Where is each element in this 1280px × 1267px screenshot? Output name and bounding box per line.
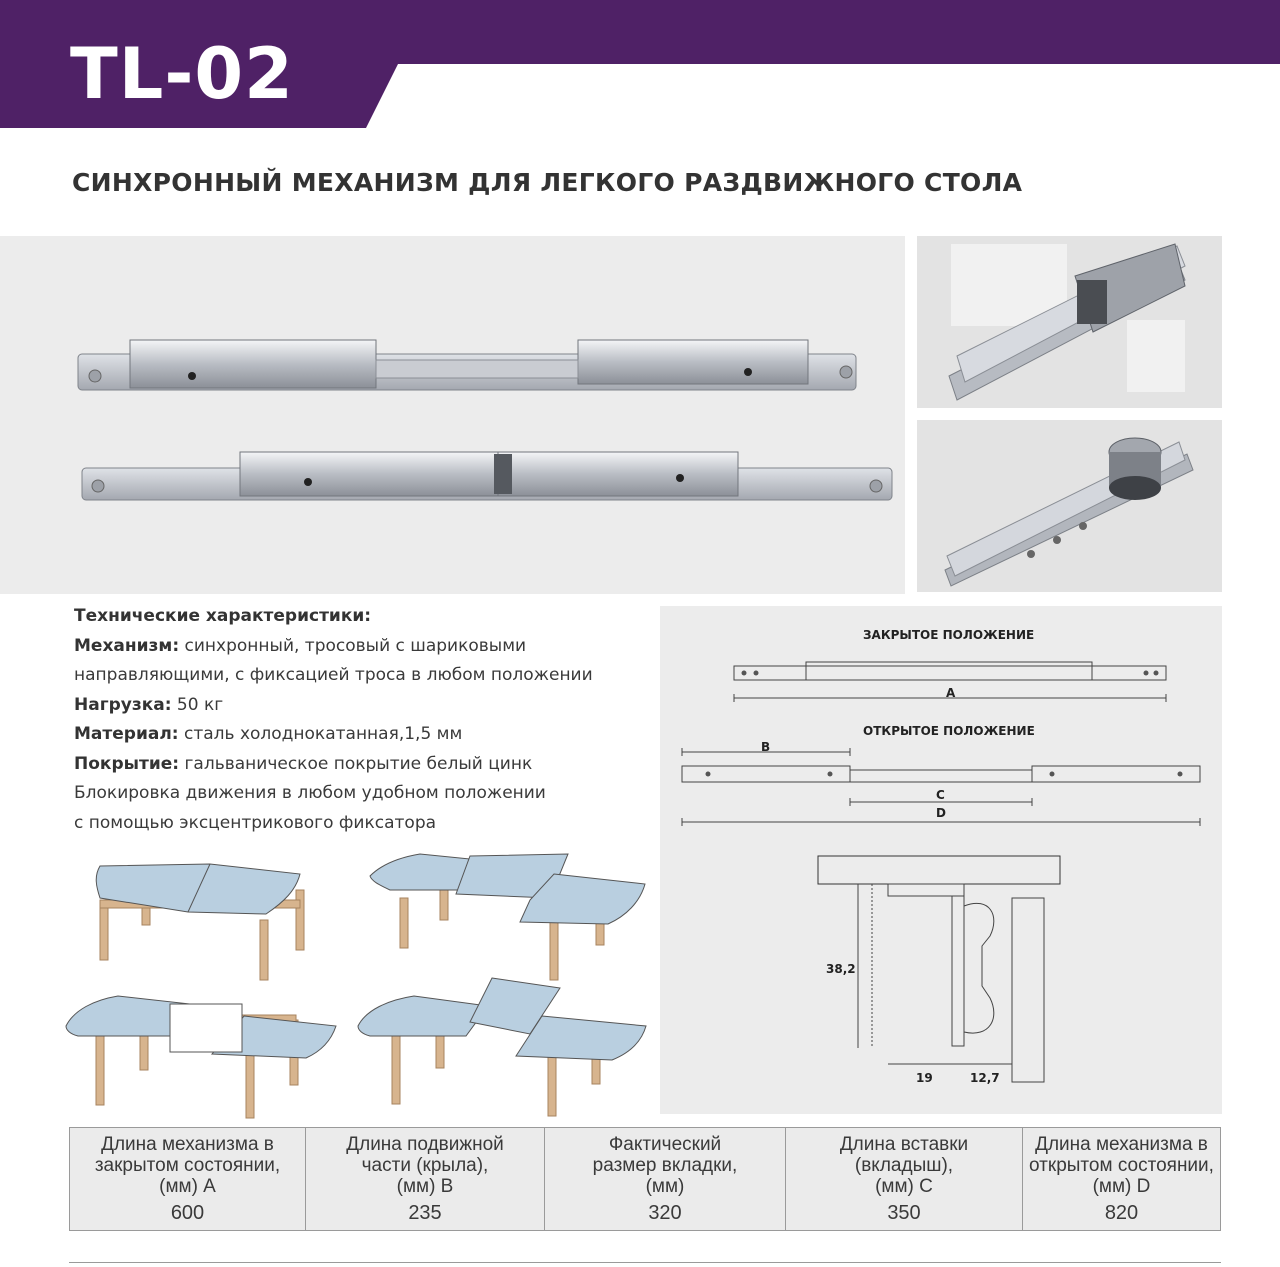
page-subtitle: СИНХРОННЫЙ МЕХАНИЗМ ДЛЯ ЛЕГКОГО РАЗДВИЖНОГО СТОЛА [72, 168, 1023, 197]
technical-drawing [660, 606, 1222, 1114]
closed-position-title: ЗАКРЫТОЕ ПОЛОЖЕНИЕ [863, 628, 1035, 642]
coating-value: гальваническое покрытие белый цинк [179, 753, 533, 774]
specifications [74, 602, 654, 838]
product-photo-main [0, 236, 905, 594]
table-bottom-border [69, 1262, 1221, 1263]
value-c: 350 [786, 1199, 1023, 1231]
model-title: TL-02 [70, 33, 294, 115]
load-label: Нагрузка: [74, 694, 172, 715]
value-insert-size: 320 [545, 1199, 786, 1231]
mechanism-value-cont: направляющими, с фиксацией троса в любом положении [74, 665, 593, 685]
dimensions-table [69, 1127, 1221, 1231]
dim-label-d: D [936, 806, 946, 820]
product-photo-detail-2 [917, 420, 1222, 592]
mechanism-value: синхронный, тросовый с шариковыми [179, 635, 527, 656]
height-dimension: 38,2 [826, 962, 856, 976]
mechanism-label: Механизм: [74, 635, 180, 656]
value-b: 235 [306, 1199, 545, 1231]
material-label: Материал: [74, 724, 179, 744]
coating-label: Покрытие: [74, 753, 180, 774]
table-header-row [70, 1128, 1221, 1200]
lock-feature-text-cont: с помощью эксцентрикового фиксатора [74, 812, 437, 833]
table-illustrations [60, 840, 660, 1125]
open-position-title: ОТКРЫТОЕ ПОЛОЖЕНИЕ [863, 724, 1035, 738]
specs-title: Технические характеристики: [74, 606, 372, 626]
width-dimension-2: 12,7 [970, 1071, 1000, 1085]
dim-label-b: B [761, 740, 771, 754]
header-cell-d: Длина механизма в открытом состоянии, (мм) D [1023, 1128, 1221, 1200]
width-dimension-1: 19 [916, 1071, 933, 1085]
header-cell-insert-size: Фактический размер вкладки, (мм) [545, 1128, 786, 1200]
dim-label-c: C [936, 788, 945, 802]
header-cell-b: Длина подвижной части (крыла), (мм) B [306, 1128, 545, 1200]
table-row [70, 1199, 1221, 1231]
value-d: 820 [1023, 1199, 1221, 1231]
header-cell-c: Длина вставки (вкладыш), (мм) C [786, 1128, 1023, 1200]
dim-label-a: A [946, 686, 956, 700]
load-value: 50 кг [171, 694, 224, 715]
product-photo-detail-1 [917, 236, 1222, 408]
header-cell-a: Длина механизма в закрытом состоянии, (мм) A [70, 1128, 306, 1200]
value-a: 600 [70, 1199, 306, 1231]
material-value: сталь холоднокатанная,1,5 мм [178, 724, 463, 744]
lock-feature-text: Блокировка движения в любом удобном положении [74, 783, 546, 803]
